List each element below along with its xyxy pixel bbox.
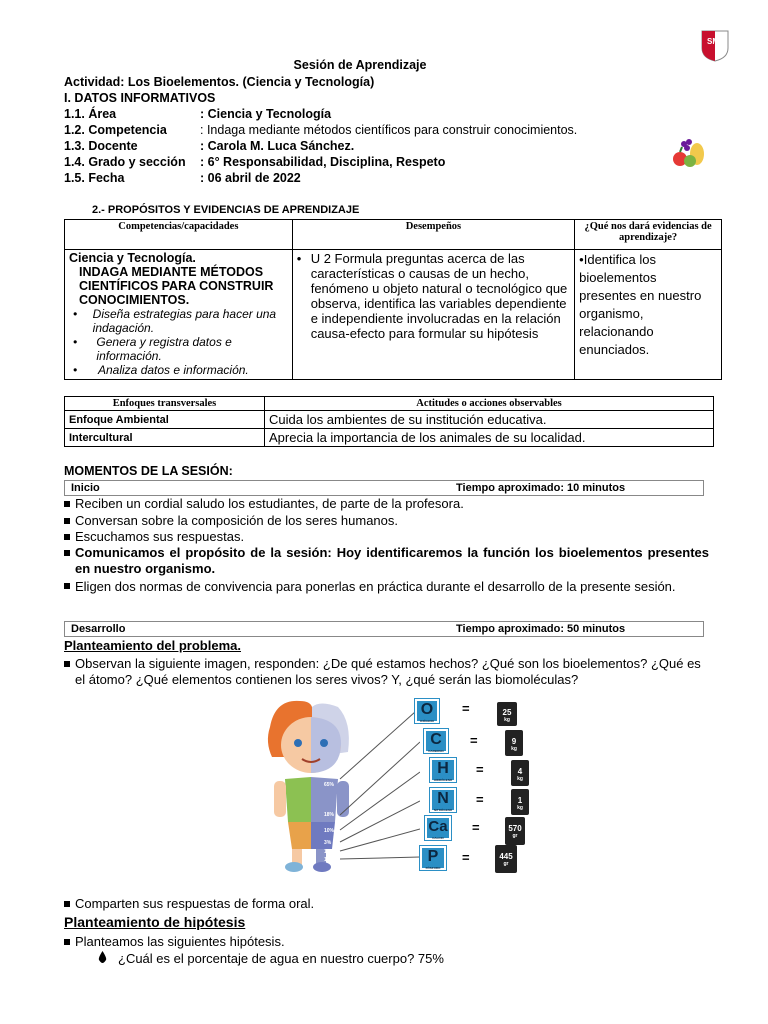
col-competencies: Competencias/capacidades xyxy=(65,220,293,250)
info-teacher: 1.3. Docente : Carola M. Luca Sánchez. xyxy=(64,139,355,153)
start-bar xyxy=(64,480,704,496)
percent-label: 1% xyxy=(324,857,332,863)
activity-line: Actividad: Los Bioelementos. (Ciencia y Tecnología) xyxy=(64,75,375,89)
bioelements-figure: 65% 18% 10% 3% 1.4% 1% O OXÍGENO C CARBONO H HIDRÓGENO N NITRÓGENO Ca CALCIO P FÓSFORO = = = = = = 25 kg 9 kg 4 kg 1 kg 570 gr 445 gr xyxy=(250,697,530,877)
list-item: Reciben un cordial saludo los estudiantes, de parte de la profesora. xyxy=(64,496,464,511)
approach-cell: Intercultural xyxy=(65,429,265,447)
purposes-heading: 2.- PROPÓSITOS Y EVIDENCIAS DE APRENDIZAJE xyxy=(92,204,360,216)
water-drop-icon xyxy=(98,951,118,966)
col-performance: Desempeños xyxy=(292,220,574,250)
competency-cell xyxy=(65,250,293,380)
list-item: Escuchamos sus respuestas. xyxy=(64,529,244,544)
capacity-list xyxy=(69,307,288,377)
list-item: Planteamos las siguientes hipótesis. xyxy=(64,934,285,949)
weight-icon: 4 kg xyxy=(511,760,529,786)
transversal-table xyxy=(64,396,714,447)
info-grade: 1.4. Grado y sección : 6° Responsabilidad, Disciplina, Respeto xyxy=(64,155,446,169)
weight-icon: 1 kg xyxy=(511,789,529,815)
element-nitrogen: N NITRÓGENO xyxy=(430,788,456,812)
element-oxygen: O OXÍGENO xyxy=(415,699,439,723)
percent-label: 18% xyxy=(324,812,335,818)
element-carbon: C CARBONO xyxy=(424,729,448,753)
capacity-item: • Genera y registra datos e información. xyxy=(73,335,232,363)
col-evidence: ¿Qué nos dará evidencias de aprendizaje? xyxy=(575,220,722,250)
percent-label: 3% xyxy=(324,840,332,846)
capacity-item: • Analiza datos e información. xyxy=(73,363,249,377)
section-heading: I. DATOS INFORMATIVOS xyxy=(64,91,216,105)
col-action: Actitudes o acciones observables xyxy=(265,397,714,411)
svg-text:SM: SM xyxy=(707,37,719,46)
percent-label: 1.4% xyxy=(324,849,336,855)
percent-label: 65% xyxy=(324,782,335,788)
action-cell: Cuida los ambientes de su institución educativa. xyxy=(265,411,714,429)
hypothesis-question: ¿Cuál es el porcentaje de agua en nuestro cuerpo? 75% xyxy=(98,951,444,966)
purposes-table xyxy=(64,219,722,380)
list-item: Comunicamos el propósito de la sesión: Hoy identificaremos la función los bioelementos presentes en nuestro organismo. xyxy=(64,545,709,577)
list-item: Comparten sus respuestas de forma oral. xyxy=(64,896,314,911)
capacity-item: • Diseña estrategias para hacer una indagación. xyxy=(73,307,277,335)
element-calcium: Ca CALCIO xyxy=(425,816,451,840)
col-approach: Enfoques transversales xyxy=(65,397,265,411)
list-item: Eligen dos normas de convivencia para ponerlas en práctica durante el desarrollo de la presente sesión. xyxy=(64,578,709,595)
competency-name: INDAGA MEDIANTE MÉTODOS CIENTÍFICOS PARA CONSTRUIR CONOCIMIENTOS. xyxy=(79,265,274,307)
info-area: 1.1. Área : Ciencia y Tecnología xyxy=(64,107,332,121)
school-logo xyxy=(698,28,732,62)
weight-icon: 25 kg xyxy=(497,702,517,726)
fruits-icon xyxy=(670,134,708,168)
performance-cell: • U 2 Formula preguntas acerca de las características o causas de un hecho, fenómeno u objeto natural o tecnológico que observa, identifica las variables dependiente e independiente involucradas en la relación causa-efecto para formular su hipótesis xyxy=(292,250,574,380)
weight-icon: 445 gr xyxy=(495,845,517,873)
area-name: Ciencia y Tecnología. xyxy=(69,251,196,265)
moments-heading: MOMENTOS DE LA SESIÓN: xyxy=(64,464,233,478)
performance-text: U 2 Formula preguntas acerca de las características o causas de un hecho, fenómeno u objeto natural o tecnológico que observa, identifica las variables dependiente e independiente involucradas en la relación causa-efecto para formular su hipótesis xyxy=(310,251,568,341)
development-bar xyxy=(64,621,704,637)
hypothesis-heading: Planteamiento de hipótesis xyxy=(64,914,246,930)
start-label: Inicio xyxy=(71,482,100,494)
weight-icon: 570 gr xyxy=(505,817,525,845)
approach-cell: Enfoque Ambiental xyxy=(65,411,265,429)
info-competency: 1.2. Competencia : Indaga mediante métodos científicos para construir conocimientos. xyxy=(64,123,578,137)
action-cell: Aprecia la importancia de los animales de su localidad. xyxy=(265,429,714,447)
percent-label: 10% xyxy=(324,828,335,834)
info-date: 1.5. Fecha : 06 abril de 2022 xyxy=(64,171,301,185)
element-hydrogen: H HIDRÓGENO xyxy=(430,758,456,782)
weight-icon: 9 kg xyxy=(505,730,523,756)
problem-heading: Planteamiento del problema. xyxy=(64,638,241,653)
list-item: Observan la siguiente imagen, responden: ¿De qué estamos hechos? ¿Qué son los bioelementos? ¿Qué es el átomo? ¿Qué elementos contienen los seres vivos? Y, ¿qué serán las biomoléculas? xyxy=(64,656,704,688)
evidence-cell: •Identifica los bioelementos presentes en nuestro organismo, relacionando enunciados. xyxy=(575,250,722,380)
start-time: Tiempo aproximado: 10 minutos xyxy=(456,482,626,494)
dev-label: Desarrollo xyxy=(71,623,126,635)
element-phosphorus: P FÓSFORO xyxy=(420,846,446,870)
page-title: Sesión de Aprendizaje xyxy=(293,58,427,72)
dev-time: Tiempo aproximado: 50 minutos xyxy=(456,623,626,635)
list-item: Conversan sobre la composición de los seres humanos. xyxy=(64,513,398,528)
